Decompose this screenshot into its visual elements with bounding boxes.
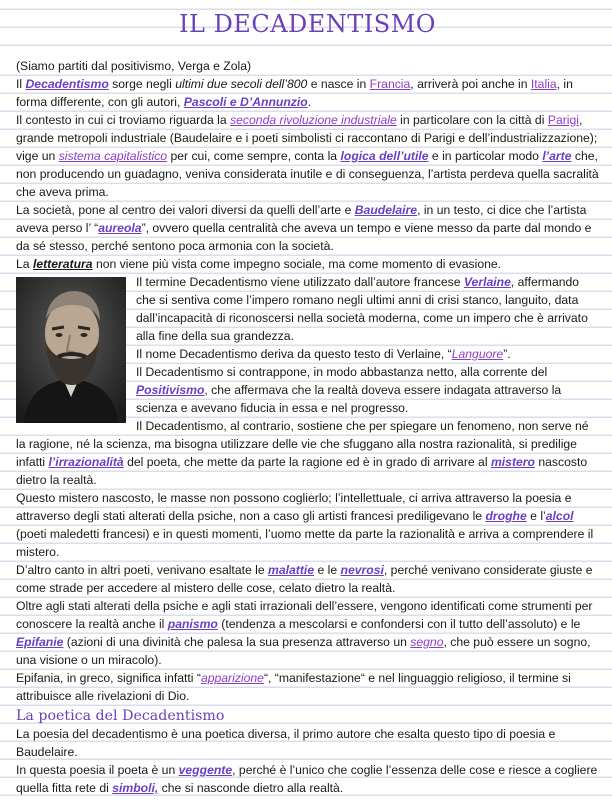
link-decadentismo[interactable]: Decadentismo	[25, 77, 109, 91]
paragraph-origins: Il Decadentismo sorge negli ultimi due secoli dell’800 e nasce in Francia, arriverà poi anche in Italia, in forma differente, con gli autori, Pascoli e D’Annunzio.	[16, 77, 573, 109]
link-verlaine[interactable]: Verlaine	[463, 275, 511, 289]
term-letteratura: letteratura	[32, 257, 93, 271]
link-irrazionalita[interactable]: l’irrazionalità	[48, 455, 124, 469]
link-languore[interactable]: Languore	[451, 347, 504, 361]
paragraph-epifania: Epifania, in greco, significa infatti “apparizione“, “manifestazione“ e nel linguaggio religioso, il termine si attribuisce alle rivelazioni di Dio.	[16, 671, 571, 703]
page-title: IL DECADENTISMO	[179, 10, 436, 38]
paragraph-verlaine: Il termine Decadentismo viene utilizzato dall’autore francese Verlaine, affermando che si sentiva come l’impero romano negli ultimi anni di crisi stanco, languito, data dall’incapacità di riconoscersi nella società moderna, come un impero che è arrivato alla fine della sua grandezza.	[136, 275, 588, 343]
link-pascoli-dannunzio[interactable]: Pascoli e D’Annunzio	[183, 95, 308, 109]
link-malattie[interactable]: malattie	[268, 563, 315, 577]
paragraph-positivismo: Il Decadentismo si contrappone, in modo abbastanza netto, alla corrente del Positivismo, che affermava che la realtà doveva essere indagata attraverso la scienza e avevano fiducia in essa e nel progresso.	[136, 365, 562, 415]
paragraph-society: La società, pone al centro dei valori diversi da quelli dell’arte e Baudelaire, in un testo, ci dice che l’artista aveva perso l’ “aureola”, ovvero quella centralità che aveva un tempo e viene messo da parte dal mondo e da sé stesso, perché sentono poca armonia con la società.	[16, 203, 592, 253]
link-panismo[interactable]: panismo	[167, 617, 218, 631]
section-heading-poetica: La poetica del Decadentismo	[16, 708, 225, 724]
paragraph-literature: La letteratura non viene più vista come impegno sociale, ma come momento di evasione.	[16, 257, 502, 271]
link-italia[interactable]: Italia	[530, 77, 557, 91]
link-apparizione[interactable]: apparizione	[200, 671, 264, 685]
link-logica-utile[interactable]: logica dell’utile	[340, 149, 429, 163]
paragraph-veggente: In questa poesia il poeta è un veggente, perché è l’unico che coglie l’essenza delle cose e riesce a cogliere quella fitta rete di simboli, che si nasconde dietro alla realtà.	[16, 763, 598, 795]
link-aureola[interactable]: aureola	[98, 221, 142, 235]
link-francia[interactable]: Francia	[369, 77, 411, 91]
paragraph-strumenti: Oltre agli stati alterati della psiche e agli stati irrazionali dell’essere, vengono identificati come strumenti per conoscere la realtà anche il panismo (tendenza a mescolarsi e confondersi con il tutto dell’assoluto) e le Epifanie (azioni di una divinità che palesa la sua presenza attraverso un segno, che può essere un sogno, una visione o un miracolo).	[16, 599, 593, 667]
intro-paragraph: (Siamo partiti dal positivismo, Verga e Zola)	[16, 59, 252, 73]
link-parigi[interactable]: Parigi	[547, 113, 579, 127]
paragraph-malattie: D’altro canto in altri poeti, venivano esaltate le malattie e le nevrosi, perché venivano considerate giuste e come strade per accedere al mistero delle cose, celato dietro la realtà.	[16, 563, 593, 595]
link-positivismo[interactable]: Positivismo	[136, 383, 205, 397]
paragraph-mistero: Questo mistero nascosto, le masse non possono coglierlo; l’intellettuale, ci arriva attraverso la poesia e attraverso degli stati alterati della psiche, non a caso gli artisti francesi prediligevano le droghe e l’alcol (poeti maledetti francesi) e in questi momenti, l’uomo mette da parte la razionalità e arriva a comprendere il mistero.	[16, 491, 594, 559]
link-epifanie[interactable]: Epifanie	[16, 635, 64, 649]
document-body	[16, 57, 599, 797]
link-nevrosi[interactable]: nevrosi	[340, 563, 384, 577]
link-mistero[interactable]: mistero	[490, 455, 535, 469]
paragraph-poetica: La poesia del decadentismo è una poetica diversa, il primo autore che esalta questo tipo di poesia e Baudelaire.	[16, 727, 556, 759]
link-segno[interactable]: segno	[410, 635, 444, 649]
link-alcol[interactable]: alcol	[545, 509, 574, 523]
link-arte[interactable]: l’arte	[542, 149, 572, 163]
link-simboli[interactable]: simboli,	[112, 781, 159, 795]
paragraph-irrazionalita: Il Decadentismo, al contrario, sostiene che per spiegare un fenomeno, non serve né la ragione, né la scienza, ma bisogna utilizzare delle vie che sfuggano alla nostra razionalità, si predilige infatti l’irrazionalità del poeta, che mette da parte la ragione ed è in grado di arrivare al mistero nascosto dietro la realtà.	[16, 419, 589, 487]
link-sistema-capitalistico[interactable]: sistema capitalistico	[58, 149, 168, 163]
paragraph-context: Il contesto in cui ci troviamo riguarda la seconda rivoluzione industriale in particolare con la città di Parigi, grande metropoli industriale (Baudelaire e i poeti simbolisti ci raccontano di Parigi e dell’industrializzazione); vige un sistema capitalistico per cui, come sempre, conta la logica dell’utile e in particolar modo l’arte che, non producendo un guadagno, veniva considerata inutile e di conseguenza, l’artista perdeva quella sacralità che aveva prima.	[16, 113, 599, 199]
link-baudelaire[interactable]: Baudelaire	[354, 203, 418, 217]
link-seconda-rivoluzione[interactable]: seconda rivoluzione industriale	[230, 113, 397, 127]
link-veggente[interactable]: veggente	[178, 763, 233, 777]
verlaine-portrait	[16, 277, 126, 423]
paragraph-languore: Il nome Decadentismo deriva da questo testo di Verlaine, “Languore”.	[136, 347, 511, 361]
link-droghe[interactable]: droghe	[485, 509, 527, 523]
verlaine-portrait-image	[16, 277, 126, 423]
